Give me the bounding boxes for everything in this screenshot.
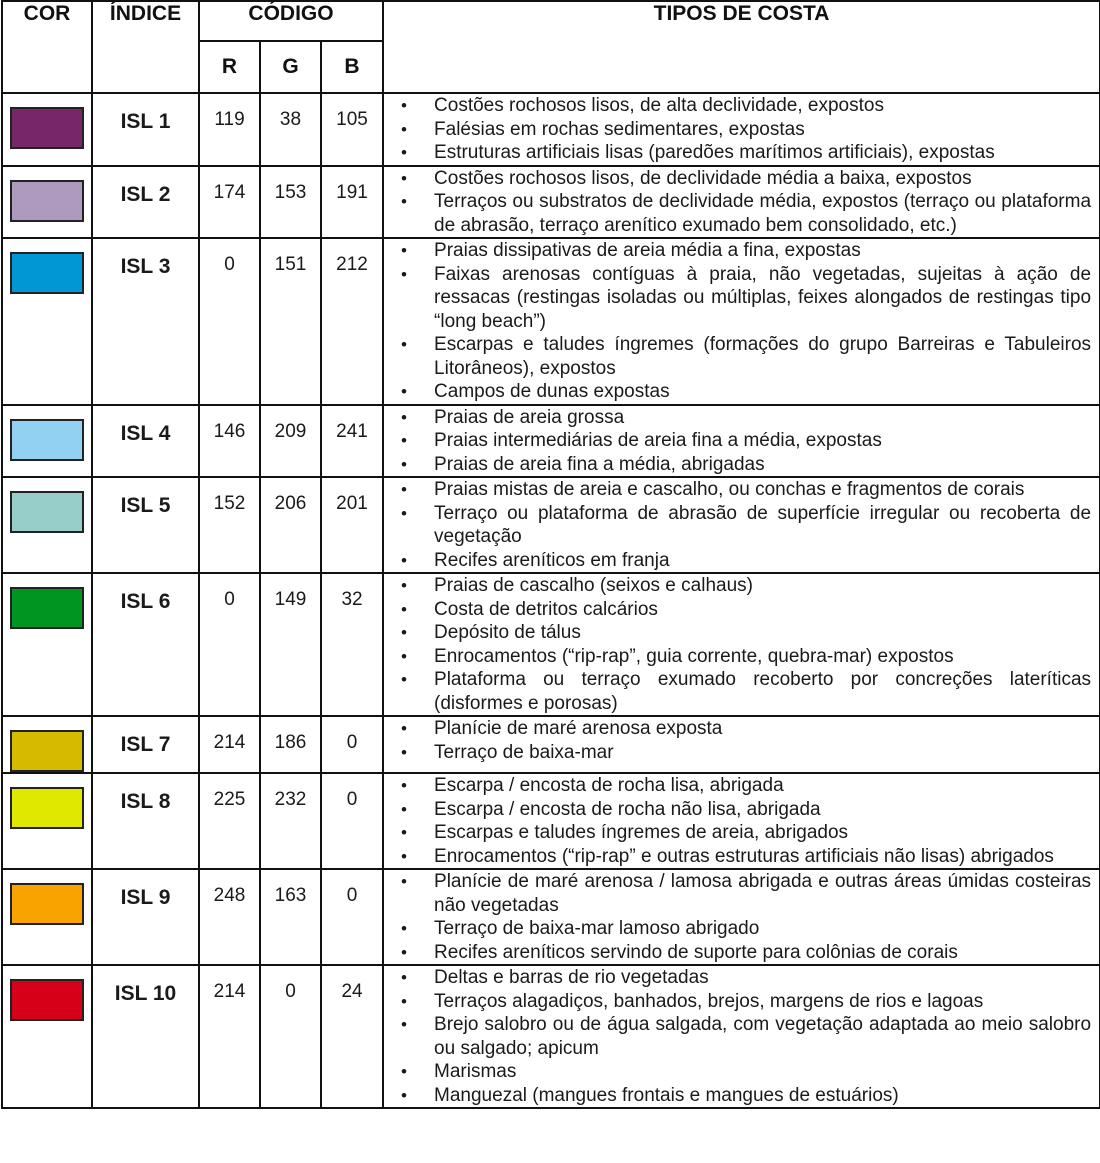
color-cell: [2, 716, 92, 773]
index-cell: ISL 1: [92, 93, 199, 166]
b-value-cell: 191: [321, 166, 383, 239]
coast-type-item: • Terraço de baixa-mar: [384, 741, 1091, 765]
b-value-cell: 105: [321, 93, 383, 166]
coast-type-item: • Brejo salobro ou de água salgada, com vegetação adaptada ao meio salobro ou salgado; apicum: [384, 1013, 1091, 1060]
b-value-cell: 0: [321, 869, 383, 965]
coast-type-item: • Costa de detritos calcários: [384, 598, 1091, 622]
r-value-cell: 0: [199, 238, 260, 405]
index-cell: ISL 6: [92, 573, 199, 716]
coast-types-list: [384, 478, 1091, 572]
b-value-cell: 241: [321, 405, 383, 478]
coast-types-cell: [383, 573, 1100, 716]
header-cor: COR: [2, 1, 92, 93]
coast-types-cell: [383, 238, 1100, 405]
g-value-cell: 0: [260, 965, 321, 1108]
g-value-cell: 186: [260, 716, 321, 773]
table-row: [2, 238, 1100, 405]
color-cell: [2, 477, 92, 573]
coast-types-cell: [383, 965, 1100, 1108]
g-value-cell: 232: [260, 773, 321, 869]
r-value-cell: 146: [199, 405, 260, 478]
index-cell: ISL 5: [92, 477, 199, 573]
color-swatch: [10, 883, 84, 925]
coast-type-item: • Recifes areníticos servindo de suporte para colônias de corais: [384, 941, 1091, 965]
coast-type-item: • Faixas arenosas contíguas à praia, não vegetadas, sujeitas à ação de ressacas (restingas isoladas ou múltiplas, feixes alongados de restingas tipo “long beach”): [384, 263, 1091, 334]
coast-types-list: [384, 774, 1091, 868]
index-cell: ISL 8: [92, 773, 199, 869]
coast-type-item: • Escarpa / encosta de rocha lisa, abrigada: [384, 774, 1091, 798]
isl-table: [1, 0, 1100, 1109]
color-swatch: [10, 979, 84, 1021]
coast-types-list: [384, 574, 1091, 715]
coast-type-item: • Praias intermediárias de areia fina a média, expostas: [384, 429, 1091, 453]
g-value-cell: 163: [260, 869, 321, 965]
coast-type-item: • Marismas: [384, 1060, 1091, 1084]
r-value-cell: 152: [199, 477, 260, 573]
b-value-cell: 212: [321, 238, 383, 405]
index-cell: ISL 3: [92, 238, 199, 405]
color-swatch: [10, 491, 84, 533]
table-row: [2, 773, 1100, 869]
header-tipos-de-costa: TIPOS DE COSTA: [383, 1, 1100, 93]
header-b: B: [321, 41, 383, 93]
coast-type-item: • Deltas e barras de rio vegetadas: [384, 966, 1091, 990]
b-value-cell: 24: [321, 965, 383, 1108]
header-row: [2, 1, 1100, 41]
color-cell: [2, 573, 92, 716]
r-value-cell: 174: [199, 166, 260, 239]
coast-types-cell: [383, 773, 1100, 869]
coast-type-item: • Planície de maré arenosa exposta: [384, 717, 1091, 741]
coast-types-cell: [383, 166, 1100, 239]
coast-types-cell: [383, 405, 1100, 478]
coast-type-item: • Campos de dunas expostas: [384, 380, 1091, 404]
color-swatch: [10, 180, 84, 222]
r-value-cell: 119: [199, 93, 260, 166]
coast-types-cell: [383, 869, 1100, 965]
color-swatch: [10, 587, 84, 629]
coast-type-item: • Terraços alagadiços, banhados, brejos, margens de rios e lagoas: [384, 990, 1091, 1014]
coast-types-list: [384, 717, 1091, 764]
coast-types-list: [384, 94, 1091, 165]
coast-types-list: [384, 406, 1091, 477]
coast-type-item: • Costões rochosos lisos, de alta declividade, expostos: [384, 94, 1091, 118]
r-value-cell: 225: [199, 773, 260, 869]
color-cell: [2, 773, 92, 869]
coast-type-item: • Recifes areníticos em franja: [384, 549, 1091, 573]
coast-type-item: • Praias dissipativas de areia média a fina, expostas: [384, 239, 1091, 263]
coast-type-item: • Escarpa / encosta de rocha não lisa, abrigada: [384, 798, 1091, 822]
color-cell: [2, 869, 92, 965]
coast-type-item: • Escarpas e taludes íngremes de areia, abrigados: [384, 821, 1091, 845]
color-cell: [2, 166, 92, 239]
table-body: [2, 93, 1100, 1108]
g-value-cell: 209: [260, 405, 321, 478]
index-cell: ISL 9: [92, 869, 199, 965]
g-value-cell: 206: [260, 477, 321, 573]
index-cell: ISL 2: [92, 166, 199, 239]
r-value-cell: 0: [199, 573, 260, 716]
header-r: R: [199, 41, 260, 93]
coast-types-list: [384, 870, 1091, 964]
color-swatch: [10, 107, 84, 149]
table-row: [2, 965, 1100, 1108]
b-value-cell: 0: [321, 716, 383, 773]
b-value-cell: 32: [321, 573, 383, 716]
header-g: G: [260, 41, 321, 93]
color-cell: [2, 965, 92, 1108]
coast-type-item: • Plataforma ou terraço exumado recoberto por concreções lateríticas (disformes e porosas): [384, 668, 1091, 715]
g-value-cell: 153: [260, 166, 321, 239]
coast-type-item: • Praias mistas de areia e cascalho, ou conchas e fragmentos de corais: [384, 478, 1091, 502]
b-value-cell: 0: [321, 773, 383, 869]
coast-types-list: [384, 167, 1091, 238]
table-row: [2, 405, 1100, 478]
g-value-cell: 149: [260, 573, 321, 716]
index-cell: ISL 10: [92, 965, 199, 1108]
coast-types-list: [384, 239, 1091, 404]
index-cell: ISL 7: [92, 716, 199, 773]
color-cell: [2, 405, 92, 478]
coast-type-item: • Terraço ou plataforma de abrasão de superfície irregular ou recoberta de vegetação: [384, 502, 1091, 549]
table-row: [2, 166, 1100, 239]
r-value-cell: 214: [199, 965, 260, 1108]
color-swatch: [10, 252, 84, 294]
coast-type-item: • Escarpas e taludes íngremes (formações do grupo Barreiras e Tabuleiros Litorâneos), expostos: [384, 333, 1091, 380]
coast-type-item: • Planície de maré arenosa / lamosa abrigada e outras áreas úmidas costeiras não vegetadas: [384, 870, 1091, 917]
index-cell: ISL 4: [92, 405, 199, 478]
table-row: [2, 477, 1100, 573]
coast-type-item: • Manguezal (mangues frontais e mangues de estuários): [384, 1084, 1091, 1108]
coast-type-item: • Enrocamentos (“rip-rap”, guia corrente, quebra-mar) expostos: [384, 645, 1091, 669]
coast-type-item: • Falésias em rochas sedimentares, expostas: [384, 118, 1091, 142]
coast-type-item: • Praias de areia grossa: [384, 406, 1091, 430]
header-indice: ÍNDICE: [92, 1, 199, 93]
color-cell: [2, 93, 92, 166]
table-row: [2, 93, 1100, 166]
coast-types-cell: [383, 716, 1100, 773]
coast-type-item: • Terraços ou substratos de declividade média, expostos (terraço ou plataforma de abrasão, terraço arenítico exumado bem consolidado, etc.): [384, 190, 1091, 237]
color-swatch: [10, 730, 84, 772]
color-swatch: [10, 419, 84, 461]
table-row: [2, 869, 1100, 965]
coast-type-item: • Praias de areia fina a média, abrigadas: [384, 453, 1091, 477]
color-swatch: [10, 787, 84, 829]
table-row: [2, 573, 1100, 716]
coast-type-item: • Terraço de baixa-mar lamoso abrigado: [384, 917, 1091, 941]
g-value-cell: 38: [260, 93, 321, 166]
coast-types-cell: [383, 477, 1100, 573]
table-row: [2, 716, 1100, 773]
coast-type-item: • Enrocamentos (“rip-rap” e outras estruturas artificiais não lisas) abrigados: [384, 845, 1091, 869]
coast-types-list: [384, 966, 1091, 1107]
coast-type-item: • Costões rochosos lisos, de declividade média a baixa, expostos: [384, 167, 1091, 191]
color-cell: [2, 238, 92, 405]
coast-type-item: • Depósito de tálus: [384, 621, 1091, 645]
coast-type-item: • Praias de cascalho (seixos e calhaus): [384, 574, 1091, 598]
b-value-cell: 201: [321, 477, 383, 573]
header-codigo: CÓDIGO: [199, 1, 383, 41]
g-value-cell: 151: [260, 238, 321, 405]
r-value-cell: 248: [199, 869, 260, 965]
coast-type-item: • Estruturas artificiais lisas (paredões marítimos artificiais), expostas: [384, 141, 1091, 165]
r-value-cell: 214: [199, 716, 260, 773]
coast-types-cell: [383, 93, 1100, 166]
